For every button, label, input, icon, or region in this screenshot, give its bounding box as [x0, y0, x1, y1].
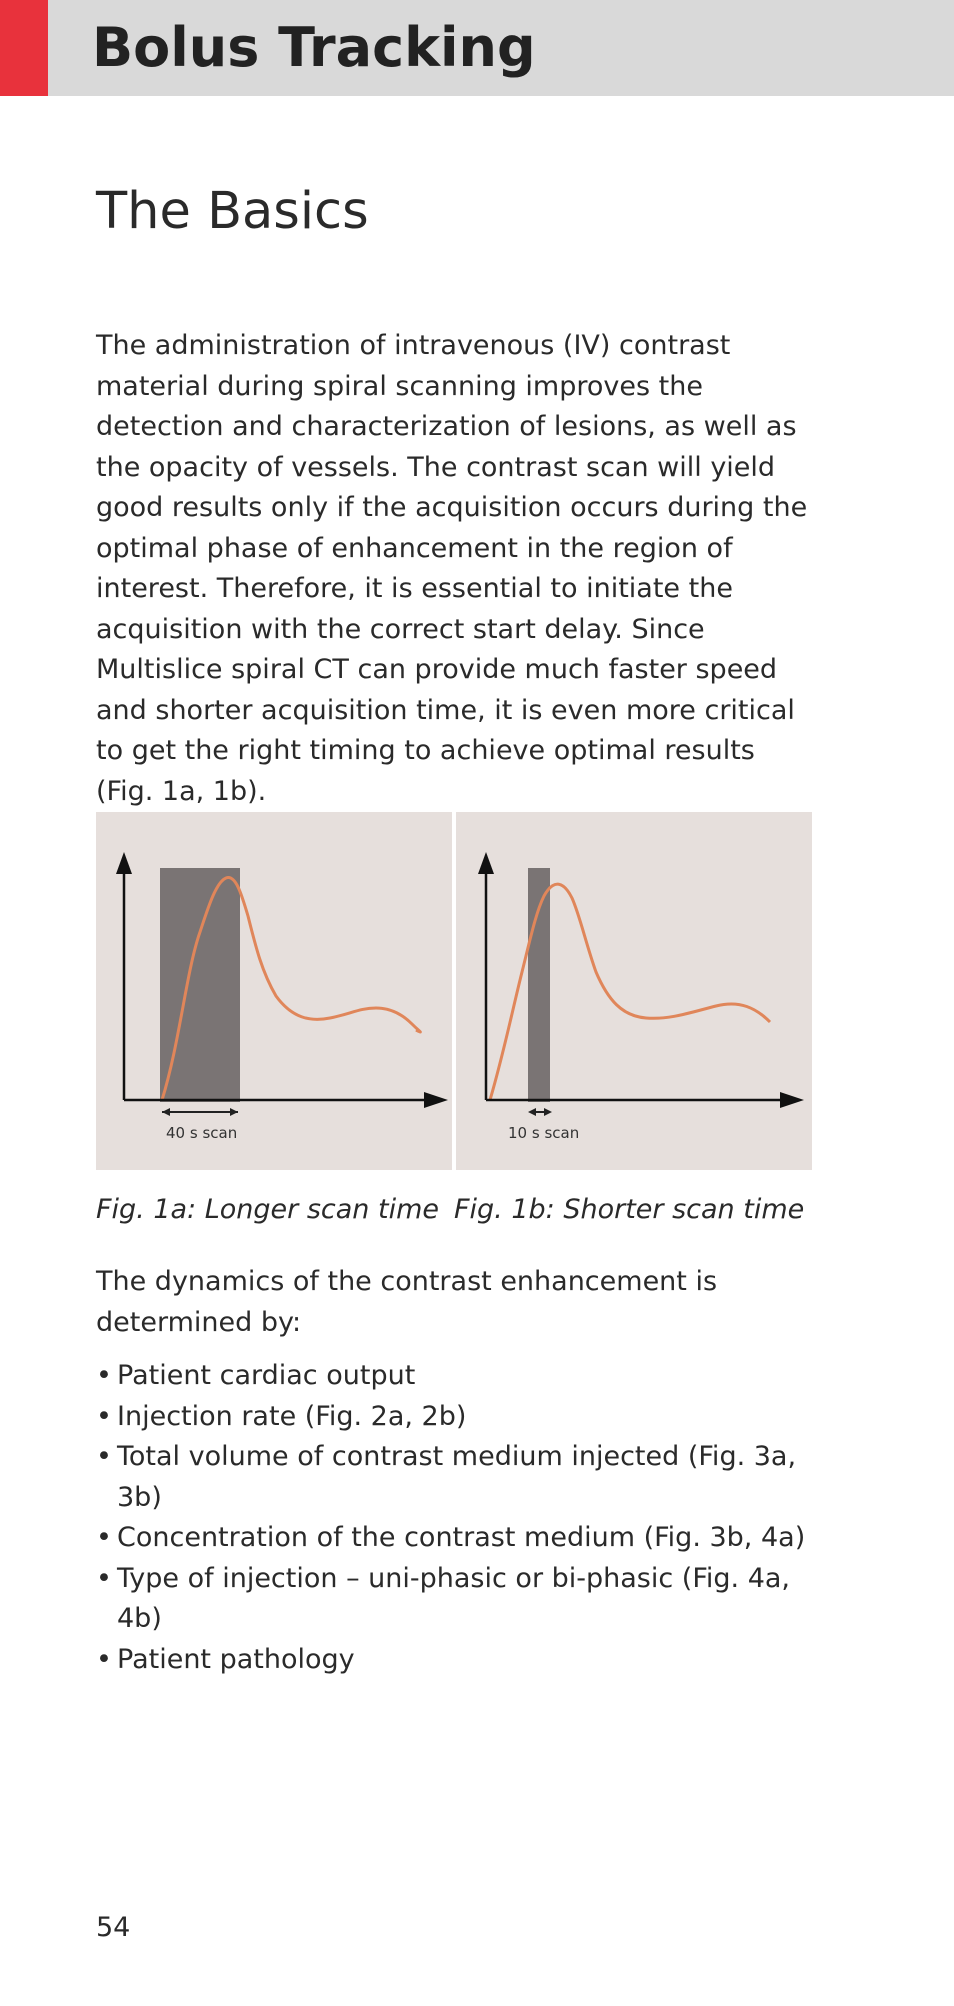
- bullet: •: [96, 1360, 112, 1391]
- scan-window: [528, 868, 550, 1102]
- scan-label: 40 s scan: [166, 1124, 238, 1142]
- intro-paragraph: The administration of intravenous (IV) contrast material during spiral scanning improves the detection and characterization of lesions, as well as the opacity of vessels. The contrast scan will yield good results only if the acquisition occurs during the optimal phase of enhancement in the region of interest. Therefore, it is essential to initiate the acquisition with the correct start delay. Since Multislice spiral CT can provide much faster speed and shorter acquisition time, it is even more critical to get the right timing to achieve optimal results (Fig. 1a, 1b).: [96, 330, 808, 807]
- section-title: The Basics: [96, 182, 369, 241]
- figure-1b-graphic: [456, 812, 812, 1170]
- factor-list: [96, 1356, 836, 1680]
- figure-1b-caption: Fig. 1b: Shorter scan time: [454, 1194, 805, 1225]
- list-item-text: Patient pathology: [117, 1643, 355, 1675]
- list-item: [96, 1437, 836, 1518]
- list-item: [96, 1397, 836, 1438]
- scan-duration-arrow-right: [230, 1108, 238, 1116]
- bullet: •: [96, 1522, 112, 1553]
- bullet: •: [96, 1441, 112, 1472]
- bullet: •: [96, 1562, 112, 1594]
- scan-duration-arrow-left: [162, 1108, 170, 1116]
- header-title: Bolus Tracking: [92, 16, 536, 79]
- page-number: 54: [96, 1912, 131, 1943]
- list-item: [96, 1356, 836, 1397]
- scan-label: 10 s scan: [508, 1124, 580, 1142]
- list-item-text: Total volume of contrast medium injected (Fig. 3a, 3b): [117, 1441, 797, 1513]
- dynamics-intro: The dynamics of the contrast enhancement is determined by:: [96, 1266, 718, 1338]
- figure-1a-graphic: [96, 812, 452, 1170]
- scan-duration-arrow-left: [528, 1108, 536, 1116]
- figure-1a-caption: Fig. 1a: Longer scan time: [96, 1194, 439, 1225]
- header-accent-block: [0, 0, 48, 96]
- list-item: [96, 1640, 836, 1681]
- bullet: •: [96, 1643, 112, 1675]
- list-item-text: Injection rate (Fig. 2a, 2b): [117, 1400, 467, 1432]
- figure-1a: [96, 812, 452, 1170]
- x-axis-arrow: [780, 1092, 804, 1108]
- list-item-text: Patient cardiac output: [117, 1360, 416, 1391]
- y-axis-arrow: [116, 852, 132, 874]
- bullet: •: [96, 1400, 112, 1432]
- x-axis-arrow: [424, 1092, 448, 1108]
- list-item-text: Type of injection – uni-phasic or bi-phasic (Fig. 4a, 4b): [117, 1562, 791, 1634]
- list-item: [96, 1559, 836, 1640]
- list-item: [96, 1518, 836, 1559]
- figure-1b: [456, 812, 812, 1170]
- scan-duration-arrow-right: [544, 1108, 552, 1116]
- y-axis-arrow: [478, 852, 494, 874]
- list-item-text: Concentration of the contrast medium (Fig. 3b, 4a): [117, 1522, 806, 1553]
